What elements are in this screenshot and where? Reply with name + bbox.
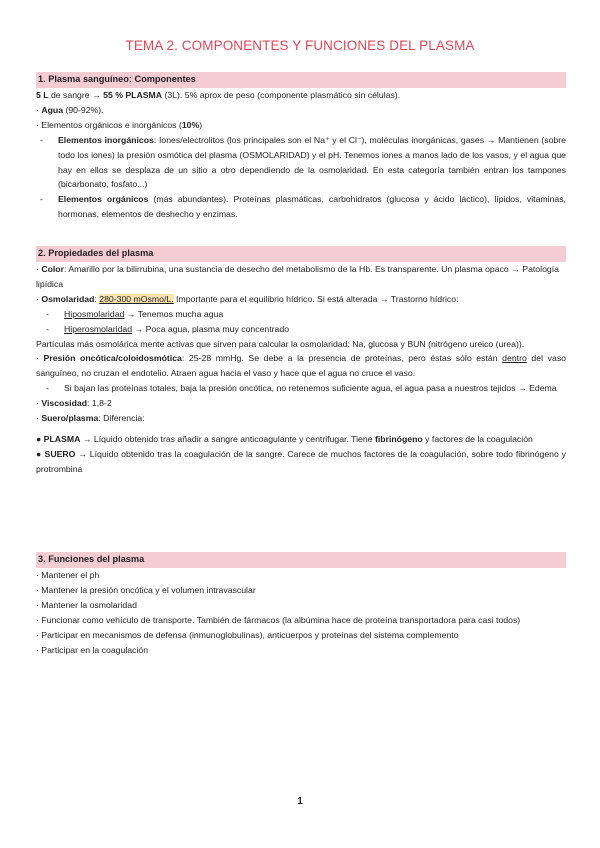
text: (3L). 5% aprox de peso (componente plasmático sin células). bbox=[162, 90, 401, 100]
text: : 25-28 mmHg. Se debe a la presencia de proteínas, pero éstas sólo están bbox=[181, 353, 503, 364]
list-item bbox=[36, 133, 566, 193]
section-plasma-functions bbox=[36, 552, 566, 657]
bold-text: fibrinógeno bbox=[374, 433, 423, 444]
text: : 1,8-2 bbox=[87, 398, 112, 409]
bullet-icon: ● bbox=[36, 448, 45, 459]
list-item bbox=[36, 322, 566, 337]
bold-text: Color bbox=[41, 264, 64, 274]
text: del vaso sanguíneo, no cruzan el endotelio. Atraen agua hacia el vaso y hace que el agua no cruce el vaso. bbox=[36, 353, 566, 379]
list-item bbox=[36, 307, 566, 322]
paragraph bbox=[36, 262, 566, 292]
text: (90-92%). bbox=[63, 104, 104, 115]
text: (más abundantes). Proteínas plasmáticas, carbohidratos (glucosa y ácido láctico), lípidos, vitaminas, hormonas, elementos de deshecho y enzimas. bbox=[58, 194, 566, 220]
text: ) bbox=[199, 119, 203, 130]
paragraph bbox=[36, 88, 566, 103]
bold-text: Viscosidad bbox=[41, 398, 88, 409]
underlined-text: Hiperosmolaridad bbox=[64, 323, 133, 334]
text: Importante para el equilibrio hídrico. Si está alterada → Trastorno hídrico: bbox=[173, 293, 459, 304]
page-number: 1 bbox=[297, 796, 303, 807]
bold-text: Osmolaridad bbox=[41, 293, 95, 304]
list-item: · Mantener la osmolaridad bbox=[36, 599, 137, 610]
dash-bullet: - bbox=[40, 194, 43, 205]
bold-text: Suero/plasma bbox=[41, 413, 99, 424]
bold-text: Elementos inorgánicos bbox=[58, 134, 154, 145]
bold-text: 10% bbox=[181, 119, 200, 130]
bold-text: Presión oncótica/coloidosmótica bbox=[43, 353, 182, 364]
text: · bbox=[36, 293, 42, 304]
dash-bullet: - bbox=[46, 323, 49, 334]
paragraph bbox=[36, 411, 566, 426]
paragraph: Partículas más osmolárica mente activas que sirven para calcular la osmolaridad: Na, glucosa y BUN (nitrógeno ureico (urea)). bbox=[36, 338, 525, 349]
bold-text: 55 % PLASMA bbox=[103, 90, 163, 100]
section-plasma-components bbox=[36, 72, 566, 222]
dash-bullet: - bbox=[40, 134, 43, 145]
list-item bbox=[36, 381, 566, 396]
text: : Diferencia: bbox=[98, 413, 145, 424]
list-item: · Mantener el ph bbox=[36, 570, 100, 580]
list-item: · Participar en mecanismos de defensa (inmunoglobulinas), anticuerpos y proteínas del sistema complemento bbox=[36, 629, 459, 640]
section-heading: 2. Propiedades del plasma bbox=[36, 246, 566, 262]
bullet-icon: ● bbox=[36, 433, 44, 444]
text: · bbox=[36, 413, 42, 424]
text: · bbox=[36, 353, 44, 364]
text: : bbox=[94, 293, 100, 304]
section-heading: 1. Plasma sanguíneo: Componentes bbox=[36, 72, 566, 88]
section-heading: 3. Funciones del plasma bbox=[36, 552, 566, 568]
text: y factores de la coagulación bbox=[422, 433, 533, 444]
paragraph bbox=[36, 103, 566, 118]
paragraph bbox=[36, 396, 566, 411]
bold-text: Agua bbox=[41, 104, 64, 115]
paragraph bbox=[36, 351, 566, 381]
text: Si bajan las proteínas totales, baja la presión oncótica, no retenemos suficiente agua, el agua pasa a nuestros tejidos → Edema bbox=[64, 383, 557, 394]
text: : Iones/electrolitos (los principales son el Na⁺ y el Cl⁻), moléculas inorgánicas, gases → Mantienen (sobre todo los iones) la presión osmótica del plasma (OSMOLARIDAD) y el pH. Tenemos iones a manos lado de los vasos, y el agua que hay en ellos se desplaza de un sitio a otro dependiendo de la osmolaridad. En esta categoría también entran los tampones (bicarbonato, fosfato...) bbox=[58, 134, 566, 190]
bold-text: PLASMA bbox=[43, 433, 81, 444]
document-title: TEMA 2. COMPONENTES Y FUNCIONES DEL PLASMA bbox=[125, 38, 475, 53]
text: · bbox=[36, 264, 42, 274]
paragraph bbox=[36, 118, 566, 133]
text: : Amarillo por la bilirrubina, una sustancia de desecho del metabolismo de la Hb. Es transparente. Un plasma opaco → Patología lipídica bbox=[36, 264, 559, 289]
paragraph bbox=[36, 447, 566, 477]
text: de sangre → bbox=[48, 90, 104, 100]
text: → Tenemos mucha agua bbox=[124, 308, 224, 319]
text: → Líquido obtenido tras la coagulación de la sangre. Carece de muchos factores de la coagulación, sobre todo fibrinógeno y protrombina bbox=[36, 448, 566, 474]
section-plasma-properties bbox=[36, 246, 566, 477]
dash-bullet: - bbox=[46, 383, 49, 394]
bold-text: 5 L bbox=[36, 90, 49, 100]
list-item: · Funcionar como vehículo de transporte. También de fármacos (la albúmina hace de proteína transportadora para casi todos) bbox=[36, 614, 521, 625]
underlined-text: Hiposmolaridad bbox=[64, 308, 125, 319]
underlined-text: dentro bbox=[502, 353, 527, 364]
text: → Poca agua, plasma muy concentrado bbox=[132, 323, 290, 334]
paragraph bbox=[36, 292, 566, 307]
list-item: · Participar en la coagulación bbox=[36, 644, 149, 655]
text: · Elementos orgánicos e inorgánicos ( bbox=[36, 119, 182, 130]
list-item bbox=[36, 192, 566, 222]
text: · bbox=[36, 398, 42, 409]
list-item: · Mantener la presión oncótica y el volumen intravascular bbox=[36, 584, 256, 595]
dash-bullet: - bbox=[46, 308, 49, 319]
bold-text: Elementos orgánicos bbox=[58, 194, 149, 205]
text: · bbox=[36, 104, 42, 115]
highlighted-text: 280-300 mOsmo/L. bbox=[99, 293, 174, 304]
bold-text: SUERO bbox=[44, 448, 76, 459]
paragraph bbox=[36, 432, 566, 447]
text: → Líquido obtenido tras añadir a sangre anticoagulante y centrifugar. Tiene bbox=[80, 433, 375, 444]
